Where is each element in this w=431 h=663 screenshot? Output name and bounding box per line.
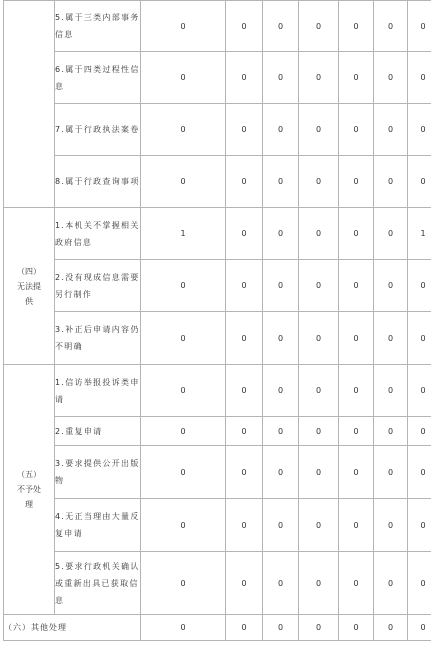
value-cell: 1 [408, 208, 431, 260]
item-label: 6.属于四类过程性信息 [55, 52, 141, 104]
table-row [4, 552, 431, 615]
other-label: （六）其他处理 [4, 615, 141, 641]
table-row [4, 104, 431, 156]
table-row [4, 499, 431, 552]
value-cell: 0 [263, 417, 299, 446]
value-cell: 0 [226, 104, 263, 156]
item-label: 2.重复申请 [55, 417, 141, 446]
value-cell: 0 [408, 499, 431, 552]
value-cell: 0 [141, 312, 226, 365]
value-cell: 0 [374, 1, 408, 52]
value-cell: 0 [374, 446, 408, 499]
value-cell: 0 [226, 156, 263, 208]
value-cell: 0 [299, 365, 339, 417]
value-cell: 0 [263, 312, 299, 365]
value-cell: 0 [141, 365, 226, 417]
value-cell: 0 [263, 446, 299, 499]
value-cell: 0 [299, 446, 339, 499]
value-cell: 0 [141, 499, 226, 552]
value-cell: 0 [299, 312, 339, 365]
value-cell: 0 [374, 552, 408, 615]
value-cell: 0 [226, 417, 263, 446]
value-cell: 0 [408, 156, 431, 208]
table-row [4, 1, 431, 52]
table-row [4, 52, 431, 104]
value-cell: 0 [299, 615, 339, 641]
value-cell: 0 [339, 615, 374, 641]
value-cell: 0 [374, 365, 408, 417]
value-cell: 0 [141, 260, 226, 312]
value-cell: 0 [339, 52, 374, 104]
group-label-cell [4, 208, 55, 365]
table-row [4, 156, 431, 208]
value-cell: 0 [263, 365, 299, 417]
value-cell: 0 [263, 156, 299, 208]
value-cell: 0 [374, 417, 408, 446]
table-row [4, 417, 431, 446]
value-cell: 0 [226, 615, 263, 641]
value-cell: 0 [226, 1, 263, 52]
value-cell: 0 [299, 208, 339, 260]
value-cell: 0 [374, 312, 408, 365]
table-row [4, 312, 431, 365]
value-cell: 0 [226, 446, 263, 499]
value-cell: 0 [299, 156, 339, 208]
item-label: 8.属于行政查询事项 [55, 156, 141, 208]
value-cell: 0 [339, 446, 374, 499]
value-cell: 0 [339, 260, 374, 312]
table-row [4, 365, 431, 417]
value-cell: 0 [141, 552, 226, 615]
value-cell: 0 [374, 499, 408, 552]
value-cell: 0 [141, 156, 226, 208]
value-cell: 0 [263, 1, 299, 52]
value-cell: 0 [408, 552, 431, 615]
value-cell: 0 [141, 446, 226, 499]
value-cell: 0 [141, 104, 226, 156]
value-cell: 0 [299, 1, 339, 52]
item-label: 5.要求行政机关确认或重新出具已获取信息 [55, 552, 141, 615]
value-cell: 0 [374, 156, 408, 208]
value-cell: 0 [374, 208, 408, 260]
item-label: 1.信访举报投诉类申请 [55, 365, 141, 417]
value-cell: 0 [339, 365, 374, 417]
item-label: 2.没有现成信息需要另行制作 [55, 260, 141, 312]
value-cell: 0 [339, 208, 374, 260]
value-cell: 0 [263, 260, 299, 312]
value-cell: 0 [226, 52, 263, 104]
value-cell: 0 [141, 615, 226, 641]
value-cell: 0 [299, 52, 339, 104]
group-label-cell [4, 365, 55, 615]
value-cell: 0 [408, 312, 431, 365]
item-label: 7.属于行政执法案卷 [55, 104, 141, 156]
value-cell: 0 [299, 260, 339, 312]
value-cell: 0 [374, 104, 408, 156]
value-cell: 0 [339, 312, 374, 365]
value-cell: 0 [299, 552, 339, 615]
value-cell: 0 [299, 104, 339, 156]
value-cell: 0 [141, 417, 226, 446]
value-cell: 0 [299, 417, 339, 446]
group-label: （四）无法提供 [17, 266, 41, 306]
value-cell: 1 [141, 208, 226, 260]
value-cell: 0 [263, 615, 299, 641]
value-cell: 0 [339, 499, 374, 552]
item-label: 5.属于三类内部事务信息 [55, 1, 141, 52]
value-cell: 0 [226, 365, 263, 417]
value-cell: 0 [226, 260, 263, 312]
item-label: 4.无正当理由大量反复申请 [55, 499, 141, 552]
value-cell: 0 [226, 208, 263, 260]
value-cell: 0 [339, 1, 374, 52]
item-label: 1.本机关不掌握相关政府信息 [55, 208, 141, 260]
value-cell: 0 [374, 52, 408, 104]
value-cell: 0 [263, 52, 299, 104]
value-cell: 0 [408, 260, 431, 312]
value-cell: 0 [263, 208, 299, 260]
value-cell: 0 [263, 104, 299, 156]
value-cell: 0 [408, 417, 431, 446]
value-cell: 0 [339, 156, 374, 208]
value-cell: 0 [408, 615, 431, 641]
value-cell: 0 [374, 260, 408, 312]
value-cell: 0 [408, 104, 431, 156]
table-row [4, 260, 431, 312]
value-cell: 0 [226, 499, 263, 552]
value-cell: 0 [299, 499, 339, 552]
value-cell: 0 [226, 552, 263, 615]
table-row [4, 208, 431, 260]
group-label-cell [4, 1, 55, 208]
value-cell: 0 [141, 52, 226, 104]
value-cell: 0 [339, 552, 374, 615]
table-row [4, 446, 431, 499]
value-cell: 0 [408, 446, 431, 499]
disclosure-table [3, 0, 431, 641]
item-label: 3.要求提供公开出版物 [55, 446, 141, 499]
value-cell: 0 [408, 52, 431, 104]
value-cell: 0 [226, 312, 263, 365]
value-cell: 0 [408, 1, 431, 52]
value-cell: 0 [339, 417, 374, 446]
value-cell: 0 [339, 104, 374, 156]
value-cell: 0 [374, 615, 408, 641]
group-label: （五）不予处理 [17, 470, 41, 509]
value-cell: 0 [263, 499, 299, 552]
table-body [4, 1, 431, 641]
item-label: 3.补正后申请内容仍不明确 [55, 312, 141, 365]
value-cell: 0 [141, 1, 226, 52]
table-row [4, 615, 431, 641]
value-cell: 0 [263, 552, 299, 615]
value-cell: 0 [408, 365, 431, 417]
